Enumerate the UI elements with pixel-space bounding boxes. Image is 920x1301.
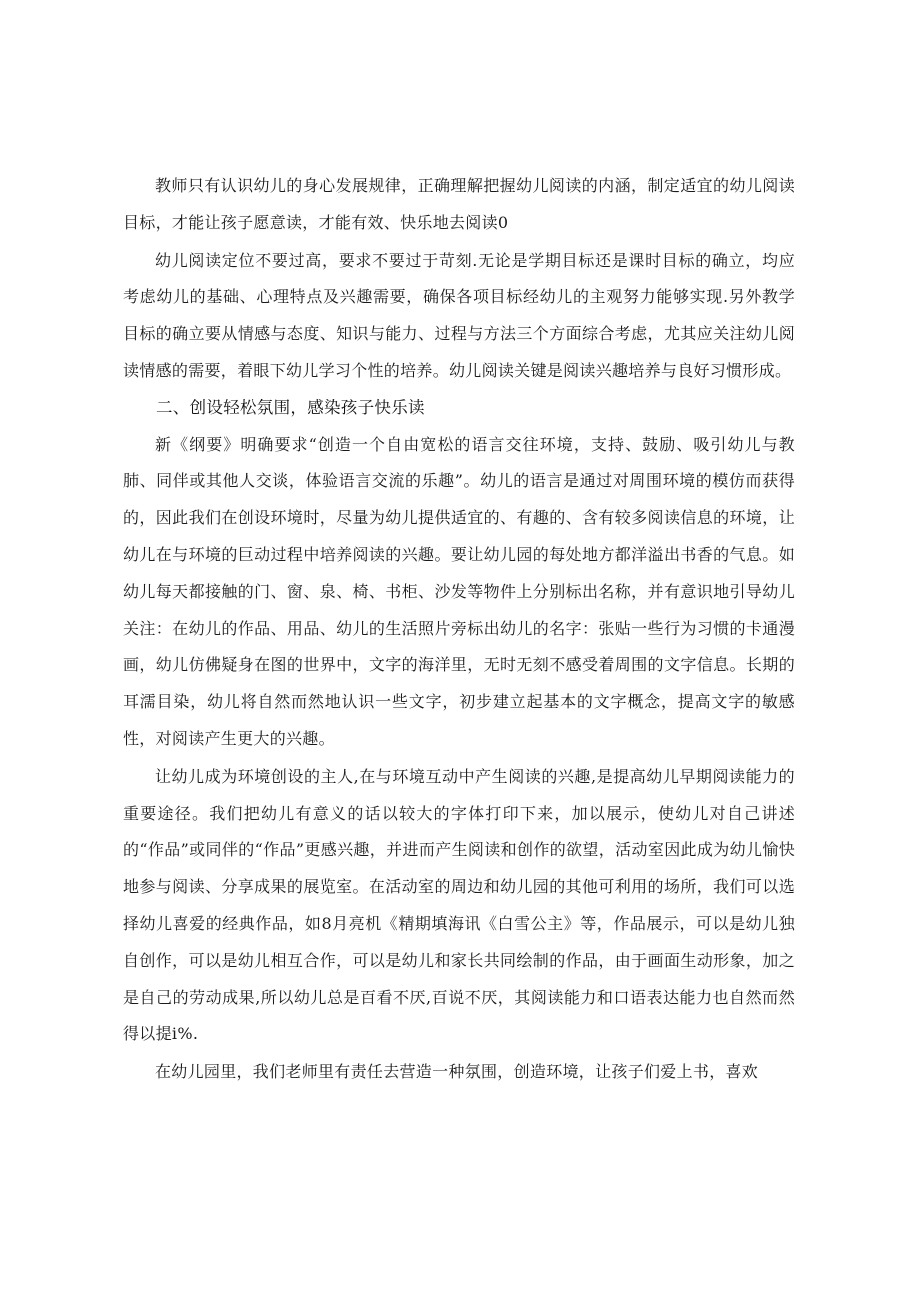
paragraph-children-as-creators: 让幼儿成为环境创设的主人,在与环境互动中产生阅读的兴趣,是提高幼儿早期阅读能力的重要途径。我们把幼儿有意义的话以较大的字体打印下来，加以展示，使幼儿对自己讲述的“作品”或同伴的“作品”更感兴趣，并进而产生阅读和创作的欲望，活动室因此成为幼儿愉快地参与阅读、分享成果的展览室。在活动室的周边和幼儿园的其他可利用的场所，我们可以选择幼儿喜爱的经典作品，如8月亮机《精期填海讯《白雪公主》等，作品展示，可以是幼儿独自创作，可以是幼儿相互合作，可以是幼儿和家长共同绘制的作品，由于画面生动形象，加之是自己的劳动成果,所以幼儿总是百看不厌,百说不厌，其阅读能力和口语表达能力也自然而然得以提i%. [123,766,795,1044]
section-heading: 二、创设轻松氛围，感染孩子快乐读 [156,397,425,417]
document-body [123,168,795,1091]
paragraph-environment: 新《纲要》明确要求“创造一个自由宽松的语言交往环境，支持、鼓励、吸引幼儿与教肺、同伴或其他人交谈，体验语言交流的乐趣”。幼儿的语言是通过对周围环境的模仿而获得的，因此我们在创设环境时，尽量为幼儿提供适宜的、有趣的、含有较多阅读信息的环境，让幼儿在与环境的巨动过程中培养阅读的兴趣。要让幼儿园的每处地方都洋溢出书香的气息。如幼儿每天都接触的门、窗、泉、椅、书柜、沙发等物件上分别标出名称，并有意识地引导幼儿关注：在幼儿的作品、用品、幼儿的生活照片旁标出幼儿的名字：张贴一些行为习惯的卡通漫画，幼儿仿佛疑身在图的世界中，文字的海洋里，无时无刻不感受着周围的文字信息。长期的耳濡目染，幼儿将自然而然地认识一些文字，初步建立起基本的文字概念，提高文字的敏感性，对阅读产生更大的兴趣。 [123,434,795,748]
paragraph-kindergarten-atmosphere: 在幼儿园里，我们老师里有责任去营造一种氛围，创造环境，让孩子们爱上书，喜欢 [155,1062,759,1082]
paragraph-reading-positioning: 幼儿阅读定位不要过高，要求不要过于苛刻.无论是学期目标还是课时目标的确立，均应考虑幼儿的基础、心理特点及兴趣需要，确保各项目标经幼儿的主观努力能够实现.另外教学目标的确立要从情感与态度、知识与能力、过程与方法三个方面综合考虑，尤其应关注幼儿阅读情感的需要，着眼下幼儿学习个性的培养。幼儿阅读关键是阅读兴趣培养与良好习惯形成。 [123,250,795,380]
paragraph-reading-goals: 教师只有认识幼儿的身心发展规律，正确理解把握幼儿阅读的内涵，制定适宜的幼儿阅读目标，才能让孩子愿意读，才能有效、快乐地去阅读0 [123,176,795,232]
